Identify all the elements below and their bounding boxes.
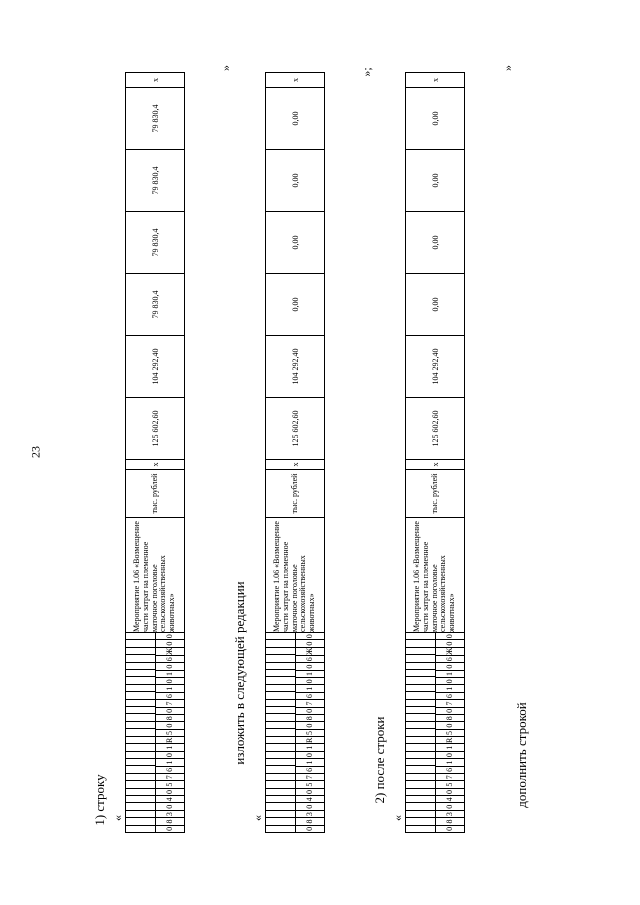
code-cell: 0: [156, 803, 185, 810]
close-quote-1: »: [218, 65, 233, 71]
open-quote-3: «: [390, 815, 405, 821]
value-cell: 0,00: [266, 212, 325, 274]
x-cell: х: [266, 460, 325, 470]
code-cell: 6: [156, 692, 185, 699]
code-cell: 6: [296, 692, 325, 699]
code-cells: [406, 633, 465, 833]
code-cell: 5: [296, 729, 325, 736]
code-cell: 4: [156, 795, 185, 802]
code-cells: [266, 633, 325, 833]
code-cell: 0: [296, 803, 325, 810]
open-quote-1: «: [110, 815, 125, 821]
code-cell: 1: [436, 758, 465, 765]
code-cell: 0: [164, 634, 174, 639]
value-cell: 125 602,60: [126, 398, 185, 460]
code-cell: 1: [156, 744, 185, 751]
code-cell: 0: [296, 751, 325, 758]
code-cell: R: [156, 736, 185, 743]
code-cell: 8: [156, 817, 185, 824]
code-cell: 0: [156, 788, 185, 795]
code-cell: 0: [436, 825, 465, 832]
value-cell: 0,00: [266, 150, 325, 212]
code-cell: 3: [156, 810, 185, 817]
table-1-grid: [125, 72, 185, 833]
table-row: [126, 73, 185, 833]
code-cell: 0: [156, 662, 185, 669]
code-cell: 4: [296, 795, 325, 802]
page-number: 23: [28, 446, 43, 458]
value-cell: 0,00: [406, 88, 465, 150]
code-cell: Ж: [436, 647, 465, 655]
code-cell: 6: [296, 655, 325, 662]
measure-name: Мероприятие 1.06 «Возмещение части затрат на племенное маточное поголовье сельскохозяйственных животных»: [266, 518, 325, 633]
code-cell: 0: [304, 634, 314, 639]
code-cell: 4: [436, 795, 465, 802]
table-3-grid: [405, 72, 465, 833]
code-cell: 1: [436, 670, 465, 677]
value-cell: 79 830,4: [126, 274, 185, 336]
code-cell: 5: [436, 780, 465, 787]
code-cell: 6: [156, 766, 185, 773]
close-quote-2: »;: [359, 67, 374, 77]
x-cell-end: х: [126, 73, 185, 88]
code-cell: 0: [296, 788, 325, 795]
code-cell: 6: [436, 692, 465, 699]
code-cell: 0: [156, 721, 185, 728]
code-cell: 8: [296, 714, 325, 721]
code-cell: Ж: [296, 647, 325, 655]
code-cell: 0: [296, 707, 325, 714]
code-cell: R: [436, 736, 465, 743]
value-cell: 125 602,60: [266, 398, 325, 460]
code-cell: 0: [436, 803, 465, 810]
code-cell: 0: [296, 639, 325, 646]
code-cell: 0: [444, 634, 454, 639]
value-cell: 79 830,4: [126, 150, 185, 212]
code-cell: 8: [436, 714, 465, 721]
code-cell: 0: [436, 707, 465, 714]
value-cell: 0,00: [266, 88, 325, 150]
value-cell: 104 292,40: [126, 336, 185, 398]
value-cell: 0,00: [406, 212, 465, 274]
code-cell: 0: [436, 788, 465, 795]
code-cell: 0: [156, 751, 185, 758]
value-cell: 104 292,40: [406, 336, 465, 398]
code-cell: 8: [296, 817, 325, 824]
code-cell: 1: [156, 685, 185, 692]
x-cell: х: [406, 460, 465, 470]
code-cell: 6: [436, 655, 465, 662]
unit-cell: тыс. рублей: [266, 470, 325, 518]
unit-cell: тыс. рублей: [406, 470, 465, 518]
code-cell: 7: [296, 699, 325, 706]
close-quote-3: »: [500, 65, 515, 71]
code-cell: 0: [156, 677, 185, 684]
code-cell: 0: [156, 707, 185, 714]
code-cell: 0: [436, 662, 465, 669]
code-cell: R: [296, 736, 325, 743]
code-cell: 1: [296, 758, 325, 765]
value-cell: 125 602,60: [406, 398, 465, 460]
label-edit: изложить в следующей редакции: [232, 581, 247, 765]
code-cell: 5: [156, 729, 185, 736]
code-cell: 1: [296, 685, 325, 692]
code-cell: 5: [156, 780, 185, 787]
x-cell-end: х: [406, 73, 465, 88]
code-cell: 0: [296, 677, 325, 684]
measure-name: Мероприятие 1.06 «Возмещение части затрат на племенное маточное поголовье сельскохозяйственных животных»: [126, 518, 185, 633]
code-cell: 6: [296, 766, 325, 773]
value-cell: 0,00: [406, 150, 465, 212]
table-1: [125, 73, 185, 833]
table-row: [266, 73, 325, 833]
code-cell: 1: [436, 685, 465, 692]
value-cell: 0,00: [406, 274, 465, 336]
code-cell: 5: [436, 729, 465, 736]
code-cell: 0: [296, 721, 325, 728]
code-cell: 1: [156, 670, 185, 677]
unit-cell: тыс. рублей: [126, 470, 185, 518]
code-cell: 0: [436, 639, 465, 646]
code-cell: Ж: [156, 647, 185, 655]
code-cell: 8: [436, 817, 465, 824]
table-row: [406, 73, 465, 833]
measure-name: Мероприятие 1.06 «Возмещение части затрат на племенное маточное поголовье сельскохозяйственных животных»: [406, 518, 465, 633]
table-2-grid: [265, 72, 325, 833]
code-cell: 8: [156, 714, 185, 721]
code-cell: 5: [296, 780, 325, 787]
table-3: [405, 73, 465, 833]
x-cell-end: х: [266, 73, 325, 88]
code-cell: 7: [156, 773, 185, 780]
open-quote-2: «: [250, 815, 265, 821]
code-cell: 0: [436, 677, 465, 684]
label-row1: 1) строку: [92, 774, 107, 826]
code-cell: 3: [436, 810, 465, 817]
code-cell: 0: [296, 662, 325, 669]
code-cell: 7: [436, 773, 465, 780]
code-cell: 0: [436, 751, 465, 758]
code-cell: 1: [436, 744, 465, 751]
label-after-row: 2) после строки: [372, 716, 387, 804]
value-cell: 0,00: [266, 274, 325, 336]
code-cell: 6: [156, 655, 185, 662]
code-cell: 0: [156, 639, 185, 646]
code-cell: 1: [296, 670, 325, 677]
value-cell: 104 292,40: [266, 336, 325, 398]
label-add-row: дополнить строкой: [514, 702, 529, 808]
code-cell: 7: [156, 699, 185, 706]
x-cell: х: [126, 460, 185, 470]
code-cell: 0: [436, 721, 465, 728]
code-cell: 3: [296, 810, 325, 817]
code-cell: 1: [296, 744, 325, 751]
code-cell: 0: [296, 825, 325, 832]
code-cells: [126, 633, 185, 833]
code-cell: 7: [436, 699, 465, 706]
value-cell: 79 830,4: [126, 88, 185, 150]
code-cell: 1: [156, 758, 185, 765]
table-2: [265, 73, 325, 833]
code-cell: 6: [436, 766, 465, 773]
code-cell: 0: [156, 825, 185, 832]
code-cell: 7: [296, 773, 325, 780]
value-cell: 79 830,4: [126, 212, 185, 274]
